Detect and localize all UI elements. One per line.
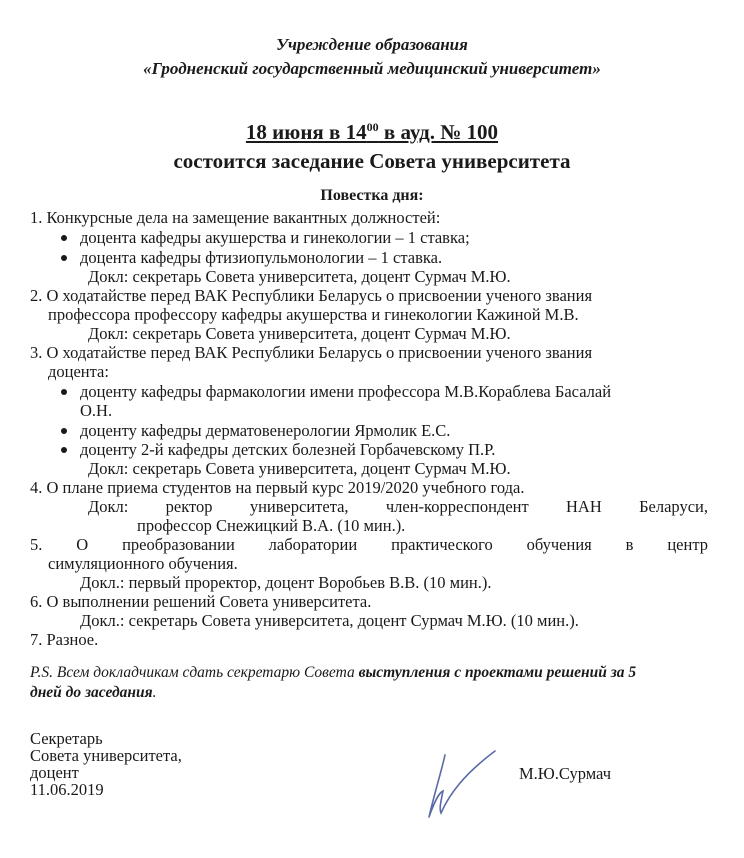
signatory-title-2: Совета университета, bbox=[30, 746, 182, 765]
agenda-item-7: 7. Разное. bbox=[30, 630, 99, 649]
agenda-item-1-bullet-1: доцента кафедры акушерства и гинекологии – 1 ставка; bbox=[80, 228, 470, 247]
handwritten-signature bbox=[415, 745, 510, 825]
date-suffix: в ауд. № 100 bbox=[378, 120, 499, 144]
signatory-title-3: доцент bbox=[30, 763, 79, 782]
agenda-item-6-speaker: Докл.: секретарь Совета университета, доцент Сурмач М.Ю. (10 мин.). bbox=[80, 611, 579, 630]
agenda-heading: Повестка дня: bbox=[320, 187, 424, 204]
agenda-item-1: 1. Конкурсные дела на замещение вакантных должностей: bbox=[30, 208, 441, 227]
agenda-item-5-speaker: Докл.: первый проректор, доцент Воробьев В.В. (10 мин.). bbox=[80, 573, 492, 592]
agenda-item-2-line-1: 2. О ходатайстве перед ВАК Республики Беларусь о присвоении ученого звания bbox=[30, 286, 593, 305]
signatory-title-1: Секретарь bbox=[30, 729, 103, 748]
bullet-icon bbox=[61, 255, 67, 261]
agenda-item-3-speaker: Докл: секретарь Совета университета, доцент Сурмач М.Ю. bbox=[88, 459, 511, 478]
agenda-item-3-bullet-1: доценту кафедры фармакологии имени профессора М.В.Кораблева Басалай bbox=[80, 382, 612, 401]
ps-note-end: . bbox=[152, 684, 157, 701]
agenda-item-4-speaker-2: профессор Снежицкий В.А. (10 мин.). bbox=[137, 516, 406, 535]
agenda-item-1-speaker: Докл: секретарь Совета университета, доцент Сурмач М.Ю. bbox=[88, 267, 511, 286]
agenda-item-4-speaker-1: Докл: ректор университета, член-корреспондент НАН Беларуси, bbox=[88, 497, 708, 516]
agenda-item-5-line-2: симуляционного обучения. bbox=[48, 554, 238, 573]
date-prefix: 18 июня в 14 bbox=[245, 120, 367, 144]
meeting-subtitle: состоится заседание Совета университета bbox=[173, 149, 571, 173]
agenda-item-3-line-1: 3. О ходатайстве перед ВАК Республики Беларусь о присвоении ученого звания bbox=[30, 343, 593, 362]
agenda-item-3-bullet-3: доценту 2-й кафедры детских болезней Горбачевскому П.Р. bbox=[80, 440, 496, 459]
bullet-icon bbox=[61, 447, 67, 453]
ps-note-emphasis: выступления с проектами решений за 5 bbox=[358, 664, 637, 681]
ps-note bbox=[30, 663, 710, 703]
institution-type: Учреждение образования bbox=[276, 35, 468, 54]
agenda-item-6-line-1: 6. О выполнении решений Совета университета. bbox=[30, 592, 372, 611]
agenda-item-4-line-1: 4. О плане приема студентов на первый курс 2019/2020 учебного года. bbox=[30, 478, 525, 497]
agenda-item-3-bullet-1-cont: О.Н. bbox=[80, 401, 113, 420]
institution-name: «Гродненский государственный медицинский университет» bbox=[143, 59, 601, 78]
meeting-date-title bbox=[0, 120, 744, 145]
ps-note-emphasis-cont: дней до заседания bbox=[30, 684, 153, 701]
agenda-item-1-bullet-2: доцента кафедры фтизиопульмонологии – 1 ставка. bbox=[80, 248, 443, 267]
agenda-item-2-speaker: Докл: секретарь Совета университета, доцент Сурмач М.Ю. bbox=[88, 324, 511, 343]
document-date: 11.06.2019 bbox=[30, 780, 104, 799]
bullet-icon bbox=[61, 235, 67, 241]
agenda-item-3-line-2: доцента: bbox=[48, 362, 109, 381]
bullet-icon bbox=[61, 389, 67, 395]
agenda-item-5-line-1: 5. О преобразовании лаборатории практического обучения в центр bbox=[30, 535, 708, 554]
agenda-item-2-line-2: профессора профессору кафедры акушерства и гинекологии Кажиной М.В. bbox=[48, 305, 579, 324]
ps-note-text: P.S. Всем докладчикам сдать секретарю Совета bbox=[30, 664, 359, 681]
time-superscript: 00 bbox=[366, 120, 379, 134]
agenda-item-3-bullet-2: доценту кафедры дерматовенерологии Ярмолик Е.С. bbox=[80, 421, 451, 440]
signatory-name: М.Ю.Сурмач bbox=[519, 764, 612, 783]
bullet-icon bbox=[61, 428, 67, 434]
